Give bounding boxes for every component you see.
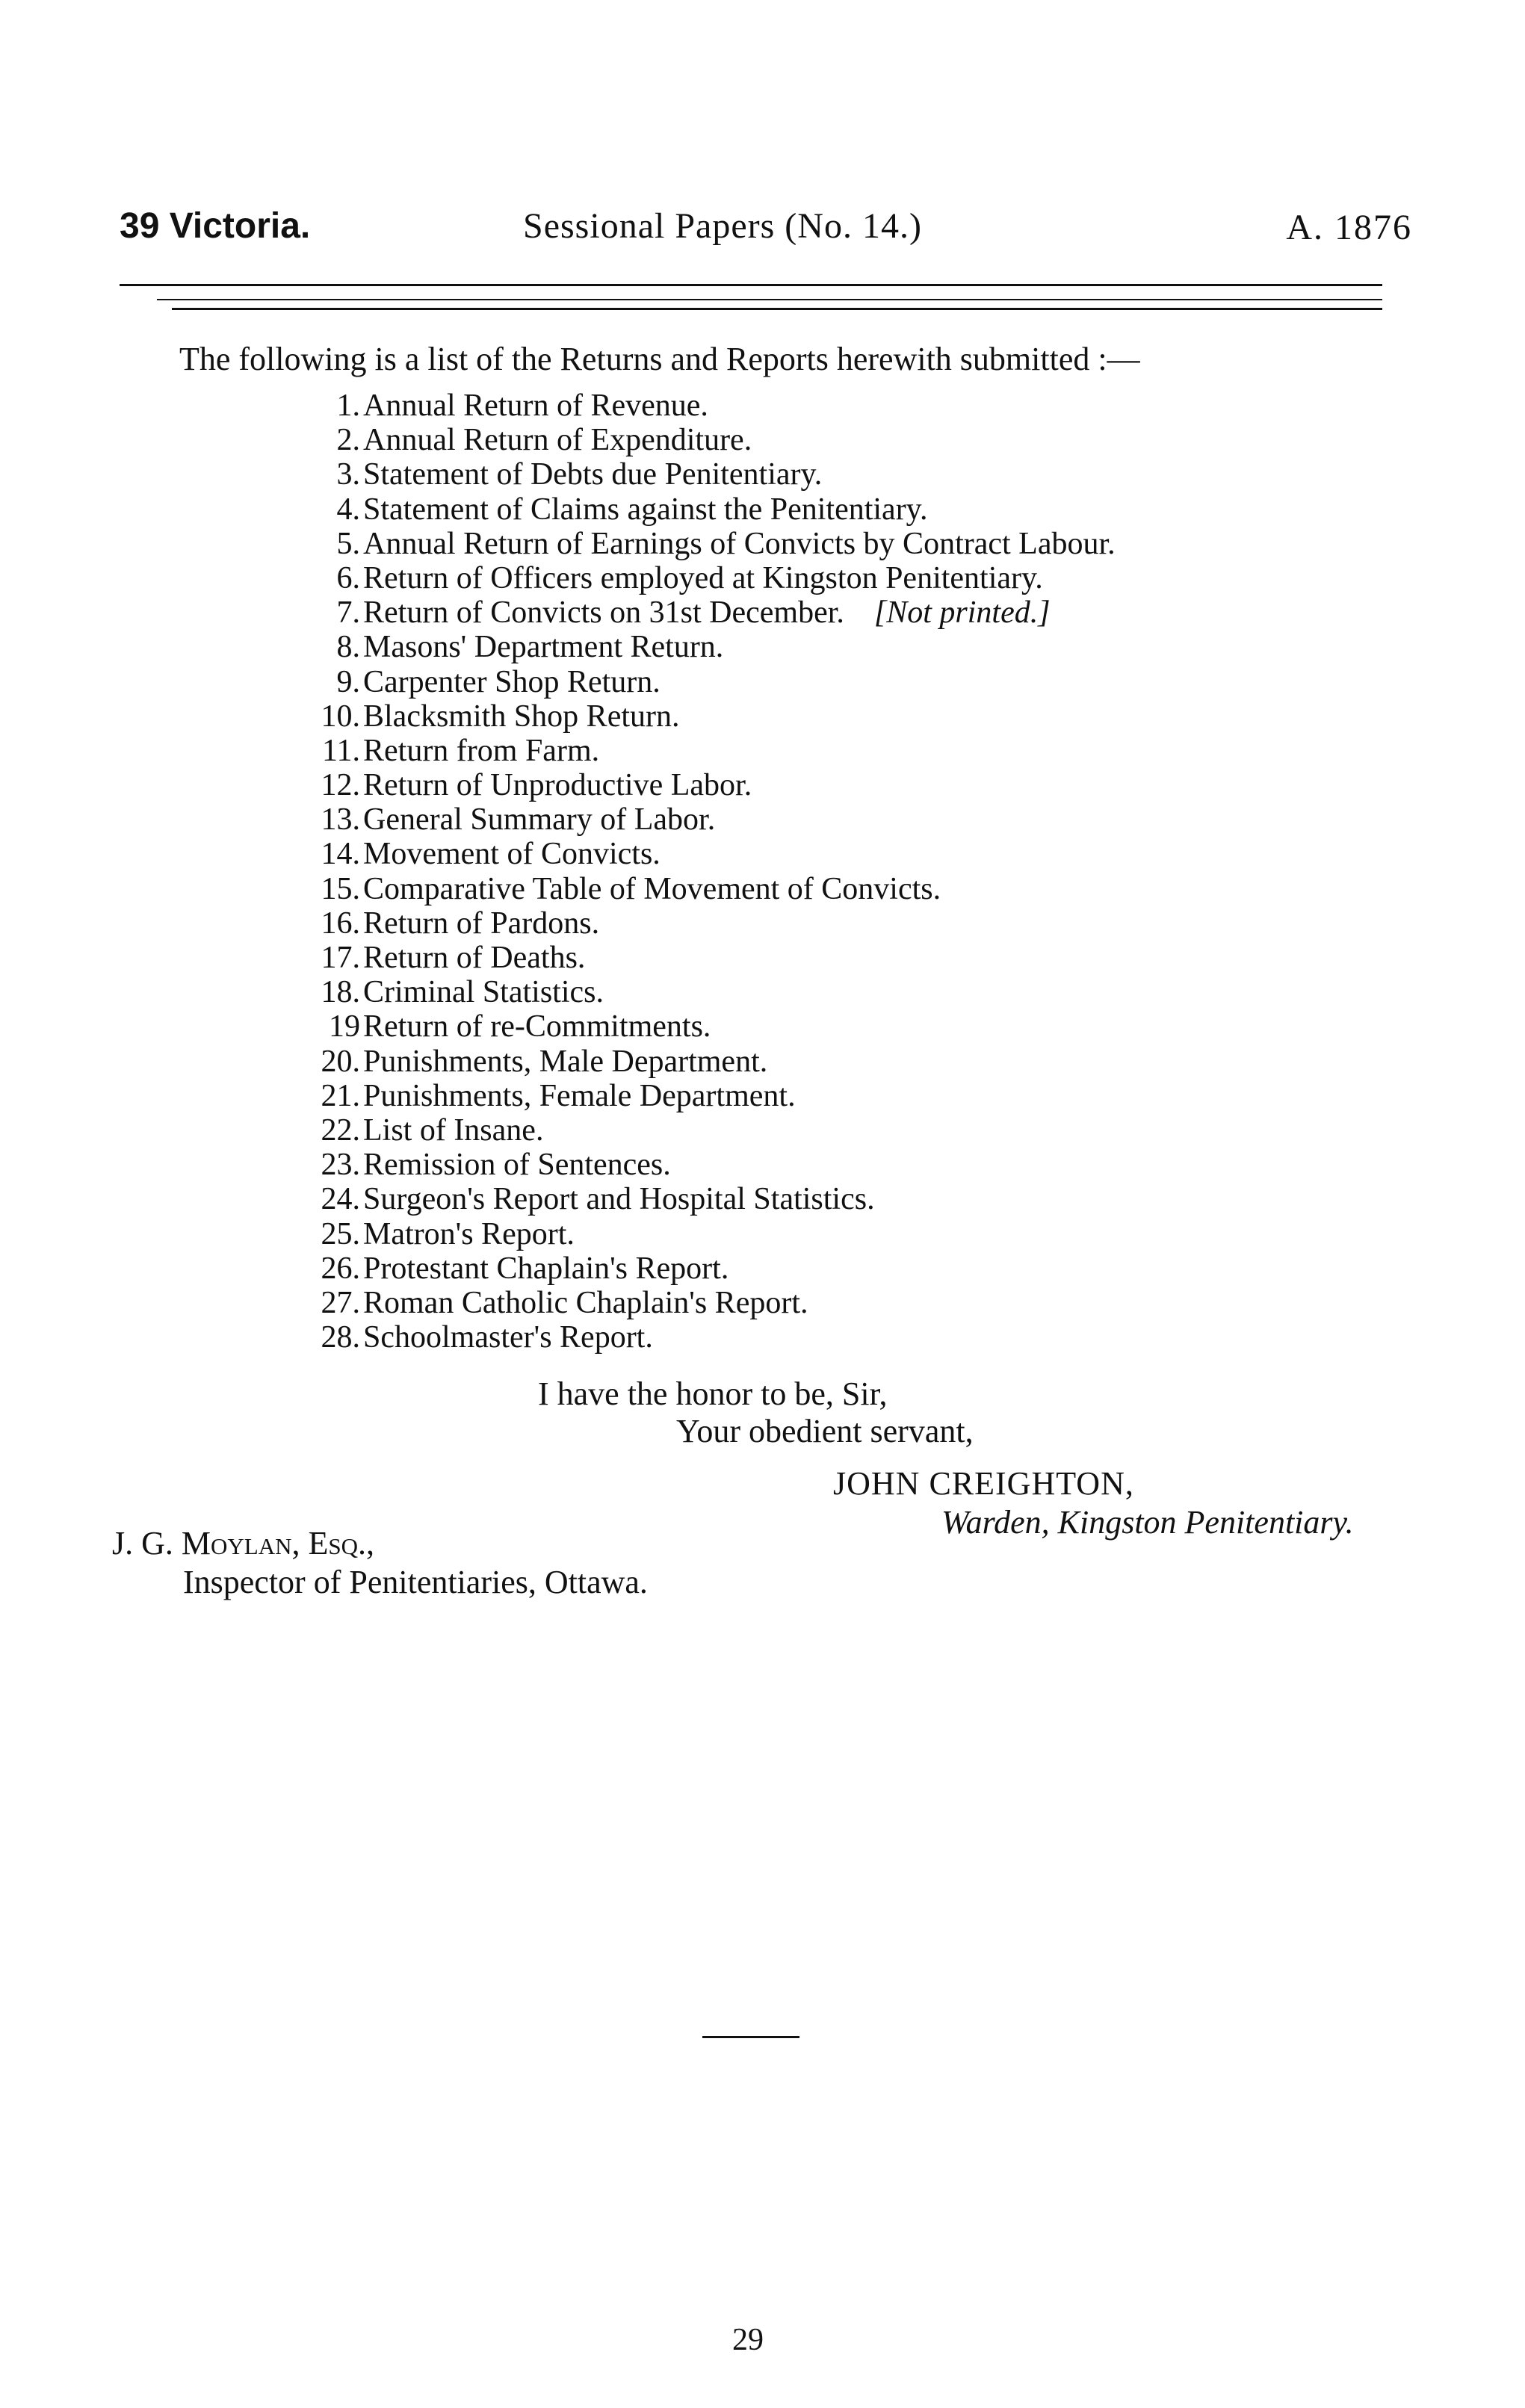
item-number: 10. — [321, 699, 360, 734]
item-number: 19 — [329, 1009, 360, 1044]
item-number: 17. — [321, 941, 360, 975]
item-number: 28. — [321, 1320, 360, 1355]
list-item — [284, 906, 1116, 941]
item-number: 21. — [321, 1078, 360, 1113]
list-item — [284, 1079, 1116, 1113]
closing-line-2: Your obedient servant, — [676, 1413, 974, 1449]
item-number: 14. — [321, 837, 360, 872]
list-item — [284, 941, 1116, 975]
item-number: 2. — [336, 423, 360, 458]
item-number: 11. — [322, 733, 360, 768]
list-item — [284, 1113, 1116, 1148]
item-number: 22. — [321, 1112, 360, 1148]
item-number: 18. — [321, 975, 360, 1010]
list-item — [284, 768, 1116, 802]
item-number: 4. — [336, 492, 360, 527]
list-item — [284, 1044, 1116, 1079]
item-text: Return of Pardons. — [363, 906, 600, 941]
item-number: 27. — [321, 1285, 360, 1320]
item-text: Schoolmaster's Report. — [363, 1320, 653, 1355]
item-text: Roman Catholic Chaplain's Report. — [363, 1285, 808, 1320]
list-item — [284, 975, 1116, 1009]
signatory-name: JOHN CREIGHTON, — [833, 1465, 1134, 1502]
item-number: 9. — [336, 664, 360, 699]
header-sessional-papers: Sessional Papers (No. 14.) — [523, 206, 922, 246]
item-text: Return from Farm. — [363, 733, 600, 768]
item-number: 5. — [336, 526, 360, 561]
signatory-title: Warden, Kingston Penitentiary. — [941, 1504, 1354, 1541]
item-number: 7. — [336, 595, 360, 631]
page-header — [120, 205, 1412, 265]
item-text: Protestant Chaplain's Report. — [363, 1251, 729, 1286]
item-number: 25. — [321, 1216, 360, 1251]
item-text: Surgeon's Report and Hospital Statistics. — [363, 1182, 875, 1217]
item-text: Punishments, Female Department. — [363, 1078, 796, 1113]
item-text: Return of Officers employed at Kingston Penitentiary. — [363, 560, 1043, 595]
list-item — [284, 699, 1116, 734]
item-text: Comparative Table of Movement of Convicts. — [363, 871, 941, 906]
list-item — [284, 1251, 1116, 1286]
header-rule-thin — [157, 299, 1382, 300]
list-item — [284, 1182, 1116, 1216]
list-item — [284, 457, 1116, 492]
item-number: 24. — [321, 1182, 360, 1217]
item-text: Annual Return of Expenditure. — [363, 423, 752, 458]
page-number: 29 — [732, 2323, 764, 2357]
item-number: 15. — [321, 871, 360, 906]
list-item — [284, 423, 1116, 457]
item-number: 16. — [321, 906, 360, 941]
item-number: 6. — [336, 560, 360, 595]
item-number: 20. — [321, 1044, 360, 1079]
list-item — [284, 630, 1116, 664]
item-text: Annual Return of Revenue. — [363, 389, 708, 423]
item-number: 12. — [321, 768, 360, 803]
item-text: Return of Unproductive Labor. — [363, 768, 752, 803]
item-text: Statement of Debts due Penitentiary. — [363, 457, 823, 492]
list-item — [284, 1320, 1116, 1355]
list-item — [284, 1286, 1116, 1320]
addressee-office: Inspector of Penitentiaries, Ottawa. — [183, 1564, 648, 1600]
item-text: Masons' Department Return. — [363, 630, 724, 665]
item-text: Movement of Convicts. — [363, 837, 661, 872]
item-text: Return of Convicts on 31st December. — [363, 595, 844, 631]
item-text: Remission of Sentences. — [363, 1148, 671, 1183]
list-item — [284, 1009, 1116, 1044]
item-number: 23. — [321, 1148, 360, 1183]
item-number: 8. — [336, 630, 360, 665]
item-text: Return of re-Commitments. — [363, 1009, 711, 1044]
item-text: Statement of Claims against the Penitentiary. — [363, 492, 928, 527]
header-regnal-year: 39 Victoria. — [120, 206, 311, 246]
closing-line-1: I have the honor to be, Sir, — [538, 1375, 888, 1412]
item-text: Matron's Report. — [363, 1216, 575, 1251]
section-divider — [702, 2036, 799, 2038]
list-item — [284, 1217, 1116, 1251]
item-text: Annual Return of Earnings of Convicts by Contract Labour. — [363, 526, 1116, 561]
item-text: List of Insane. — [363, 1112, 544, 1148]
intro-text: The following is a list of the Returns and Reports herewith submitted :— — [179, 341, 1140, 377]
list-item — [284, 561, 1116, 595]
list-item — [284, 595, 1116, 630]
header-rule — [120, 284, 1382, 286]
list-item — [284, 527, 1116, 561]
list-item — [284, 837, 1116, 871]
item-text: Criminal Statistics. — [363, 975, 604, 1010]
addressee-name: J. G. Moylan, Esq., — [112, 1525, 375, 1562]
item-number: 26. — [321, 1251, 360, 1286]
returns-list — [284, 389, 1116, 1355]
item-number: 1. — [336, 389, 360, 423]
item-number: 13. — [321, 802, 360, 838]
list-item — [284, 389, 1116, 423]
header-year: A. 1876 — [1286, 208, 1412, 247]
item-text: Carpenter Shop Return. — [363, 664, 661, 699]
list-item — [284, 1148, 1116, 1182]
list-item — [284, 802, 1116, 837]
item-text: General Summary of Labor. — [363, 802, 716, 838]
item-text: Return of Deaths. — [363, 941, 586, 975]
list-item — [284, 492, 1116, 527]
list-item — [284, 665, 1116, 699]
item-text: Punishments, Male Department. — [363, 1044, 768, 1079]
item-text: Blacksmith Shop Return. — [363, 699, 680, 734]
header-rule-bottom — [172, 308, 1382, 310]
not-printed-note: [Not printed.] — [873, 595, 1051, 631]
list-item — [284, 734, 1116, 768]
item-number: 3. — [336, 457, 360, 492]
list-item — [284, 872, 1116, 906]
